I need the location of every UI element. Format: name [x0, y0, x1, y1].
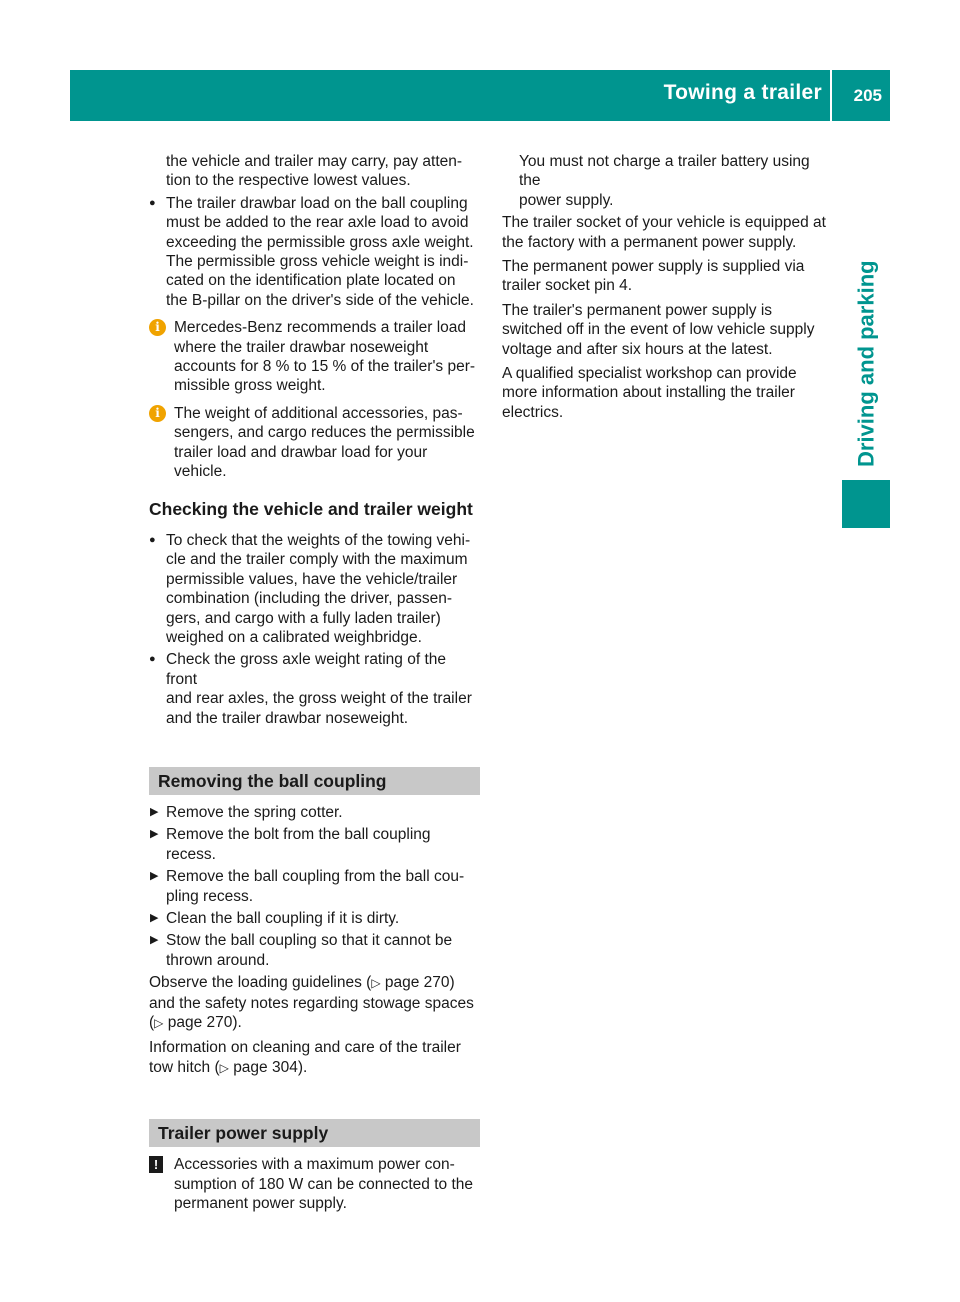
- warning-continuation: You must not charge a trailer battery using the power supply.: [519, 153, 810, 209]
- intro-continuation: the vehicle and trailer may carry, pay atten- tion to the respective lowest values.: [166, 153, 463, 190]
- instruction-step: ▶ Stow the ball coupling so that it cannot be thrown around.: [150, 932, 453, 969]
- page-reference-icon: ▷: [154, 1016, 164, 1031]
- left-column: [149, 152, 480, 1219]
- page-reference-icon: ▷: [219, 1060, 229, 1075]
- instruction-step: ▶ Remove the bolt from the ball coupling recess.: [150, 826, 431, 863]
- page-reference-icon: ▷: [371, 976, 381, 991]
- page-header: [70, 70, 890, 121]
- step-arrow-icon: ▶: [150, 828, 159, 841]
- warning-note: ! Accessories with a maximum power con- sumption of 180 W can be connected to the permanent power supply.: [149, 1155, 480, 1213]
- info-icon: i: [149, 319, 166, 336]
- section-heading-checking-weight: Checking the vehicle and trailer weight: [149, 498, 473, 519]
- instruction-step: ▶ Remove the ball coupling from the ball cou- pling recess.: [150, 868, 465, 905]
- paragraph: A qualified specialist workshop can provide more information about installing the trailer electrics.: [502, 365, 797, 421]
- bullet-icon: ●: [149, 533, 156, 546]
- list-item: ● To check that the weights of the towing vehi- cle and the trailer comply with the maximum permissible values, have the vehicle/trailer combination (including the driver, passen- gers, and cargo with a fully laden trailer) weighed on a calibrated weighbridge.: [149, 531, 471, 646]
- chapter-title: Towing a trailer: [663, 81, 822, 104]
- instruction-step: ▶ Clean the ball coupling if it is dirty.: [150, 910, 400, 927]
- page-link[interactable]: page 304).: [233, 1058, 308, 1076]
- right-column: [502, 152, 833, 427]
- warning-icon: !: [149, 1156, 163, 1173]
- paragraph: The trailer socket of your vehicle is equipped at the factory with a permanent power supply.: [502, 214, 826, 251]
- page-link[interactable]: page 270): [384, 974, 455, 992]
- step-arrow-icon: ▶: [150, 870, 159, 883]
- header-divider: [830, 70, 832, 121]
- bullet-icon: ●: [149, 196, 156, 209]
- side-tab-label: Driving and parking: [853, 260, 879, 468]
- info-icon: i: [149, 405, 166, 422]
- paragraph: The trailer's permanent power supply is switched off in the event of low vehicle supply voltage and after six hours at the latest.: [502, 301, 815, 358]
- observe-paragraph: Observe the loading guidelines (▷ page 270) and the safety notes regarding stowage spaces (▷ page 270).: [149, 974, 474, 1032]
- bullet-icon: ●: [149, 653, 156, 666]
- side-tab-marker: [842, 480, 890, 528]
- page-link[interactable]: page 270).: [167, 1014, 242, 1032]
- info-note: i Mercedes-Benz recommends a trailer load where the trailer drawbar noseweight accounts for 8 % to 15 % of the trailer's per- missible gross weight.: [149, 318, 480, 396]
- info-note: i The weight of additional accessories, pas- sengers, and cargo reduces the permissible trailer load and drawbar load for your vehicle.: [149, 404, 480, 482]
- paragraph: The permanent power supply is supplied via trailer socket pin 4.: [502, 258, 805, 295]
- list-item: ● Check the gross axle weight rating of the front and rear axles, the gross weight of the trailer and the trailer drawbar noseweight.: [149, 651, 472, 727]
- step-arrow-icon: ▶: [150, 805, 159, 818]
- section-bar-trailer-power-supply: Trailer power supply: [149, 1119, 480, 1147]
- section-bar-removing-ball-coupling: Removing the ball coupling: [149, 767, 480, 795]
- side-tab: [842, 254, 890, 474]
- list-item: ● The trailer drawbar load on the ball coupling must be added to the rear axle load to avoid exceeding the permissible gross axle weight. The permissible gross vehicle weight is indi- cated on the identification plate located on the B-pillar on the driver's side of the vehicle.: [149, 194, 474, 309]
- page-number: 205: [853, 86, 882, 105]
- instruction-step: ▶ Remove the spring cotter.: [150, 803, 343, 821]
- step-arrow-icon: ▶: [150, 934, 159, 947]
- cleaning-paragraph: Information on cleaning and care of the trailer tow hitch (▷ page 304).: [149, 1039, 461, 1076]
- step-arrow-icon: ▶: [150, 912, 159, 924]
